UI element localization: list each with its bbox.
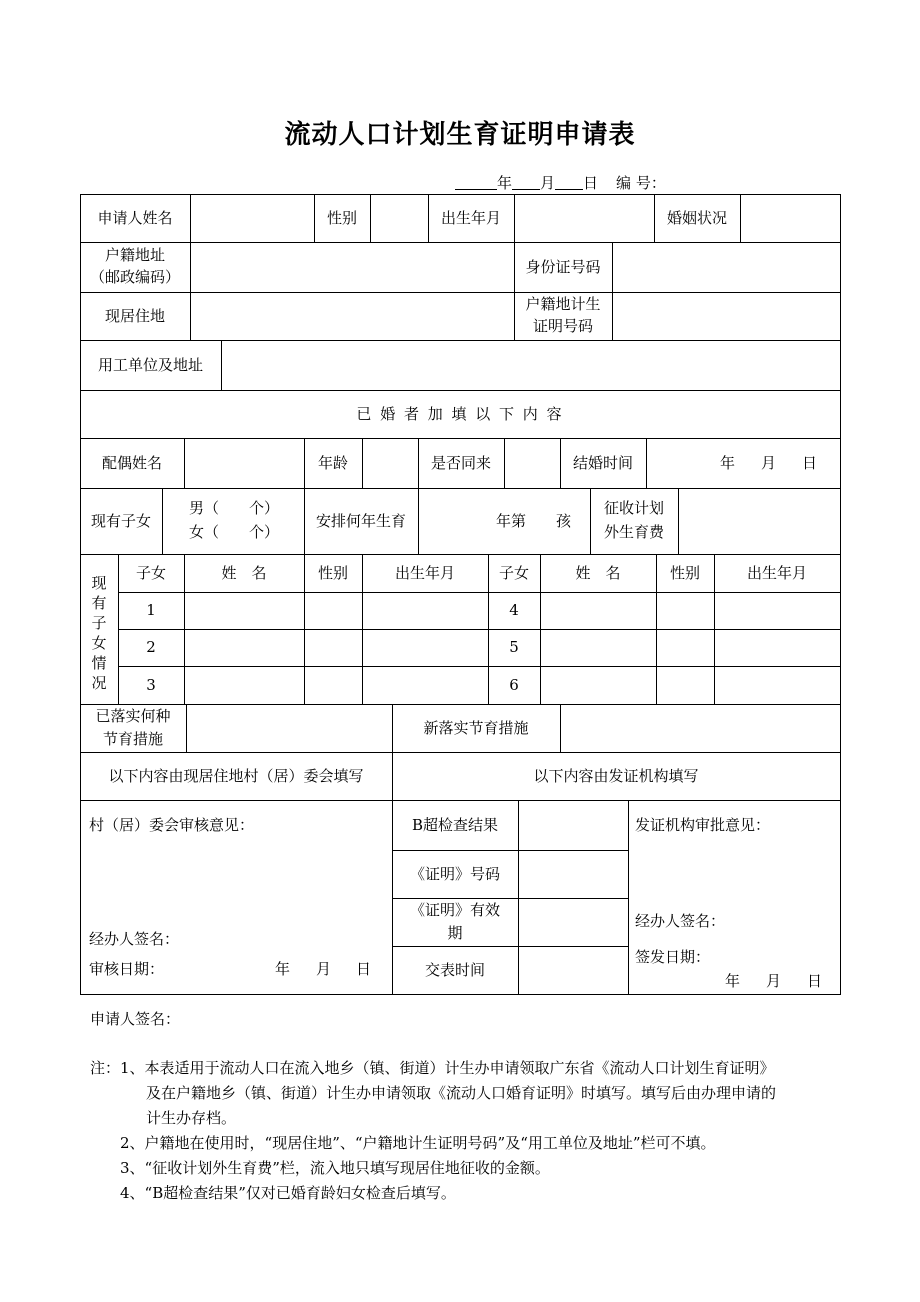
child-gender-input[interactable] xyxy=(305,593,362,629)
applicant-name-input[interactable] xyxy=(191,195,314,242)
birth-date-input[interactable] xyxy=(515,195,654,242)
month-blank[interactable] xyxy=(512,175,540,190)
cert-number-input[interactable] xyxy=(519,851,628,898)
handler-sign-label: 经办人签名： xyxy=(89,930,180,948)
cert-validity-label: 《证明》有效 期 xyxy=(409,901,500,942)
page-title: 流动人口计划生育证明申请表 xyxy=(284,120,636,150)
birth-date-label: 出生年月 xyxy=(440,208,501,227)
children-info-side-label: 现 有 子 女 情 况 xyxy=(91,574,107,692)
child-name-input[interactable] xyxy=(185,593,304,629)
child-row-number: 5 xyxy=(509,638,519,656)
id-number-label: 身份证号码 xyxy=(525,257,601,276)
child-name-input[interactable] xyxy=(541,667,656,704)
child-name-input[interactable] xyxy=(185,667,304,704)
marital-status-label: 婚姻状况 xyxy=(666,208,727,227)
applicant-signature-label: 申请人签名： xyxy=(90,1010,181,1028)
planned-fee-label: 征收计划 外生育费 xyxy=(603,499,664,541)
review-date-label: 审核日期： xyxy=(89,960,165,978)
hukou-cert-number-input[interactable] xyxy=(613,293,840,340)
together-input[interactable] xyxy=(505,439,560,488)
arranged-birth-input[interactable]: 年第 孩 xyxy=(496,512,572,530)
children-count-input[interactable] xyxy=(163,489,304,554)
implemented-measure-label: 已落实何种 节育措施 xyxy=(95,707,171,748)
date-number-line: 年 月 日 编 号： xyxy=(455,172,666,193)
arranged-birth-label: 安排何年生育 xyxy=(315,511,406,530)
child-gender-input[interactable] xyxy=(657,630,714,666)
col-header-name: 姓 名 xyxy=(221,563,267,582)
married-section-header: 已 婚 者 加 填 以 下 内 容 xyxy=(356,404,564,423)
b-ultrasound-input[interactable] xyxy=(519,801,628,850)
submit-time-input[interactable] xyxy=(519,947,628,994)
child-birth-input[interactable] xyxy=(363,667,488,704)
note-item: 3、“征收计划外生育费”栏，流入地只填写现居住地征收的金额。 xyxy=(120,1159,550,1177)
note-item: 计生办存档。 xyxy=(146,1109,237,1127)
day-blank[interactable] xyxy=(555,175,583,190)
village-opinion-box[interactable]: 村（居）委会审核意见： 经办人签名： 审核日期： 年 月 日 xyxy=(89,816,372,978)
child-birth-input[interactable] xyxy=(715,630,840,666)
child-row-number: 3 xyxy=(146,675,156,694)
hukou-address-label: 户籍地址 （邮政编码） xyxy=(89,246,180,286)
spouse-name-input[interactable] xyxy=(185,439,304,488)
age-input[interactable] xyxy=(363,439,418,488)
notes xyxy=(90,1056,776,1206)
age-label: 年龄 xyxy=(317,453,348,472)
planned-fee-input[interactable] xyxy=(679,489,840,554)
child-name-input[interactable] xyxy=(185,630,304,666)
id-number-input[interactable] xyxy=(613,243,840,292)
col-header-gender-2: 性别 xyxy=(669,563,700,582)
current-residence-input[interactable] xyxy=(191,293,514,340)
child-birth-input[interactable] xyxy=(363,593,488,629)
agency-opinion-box[interactable]: 发证机构审批意见： 经办人签名： 签发日期： 年 月 日 xyxy=(635,816,823,990)
col-header-birth: 出生年月 xyxy=(394,563,455,582)
gender-label: 性别 xyxy=(326,208,357,227)
village-opinion-label: 村（居）委会审核意见： xyxy=(89,816,255,834)
child-gender-input[interactable] xyxy=(305,630,362,666)
current-residence-label: 现居住地 xyxy=(104,306,165,325)
child-row-number: 1 xyxy=(146,601,156,619)
spouse-name-label: 配偶姓名 xyxy=(101,453,162,472)
marriage-date-input[interactable]: 年 月 日 xyxy=(720,454,818,472)
agency-handler-label: 经办人签名： xyxy=(635,912,726,930)
children-now-label: 现有子女 xyxy=(90,511,151,530)
agency-opinion-label: 发证机构审批意见： xyxy=(635,816,771,834)
together-label: 是否同来 xyxy=(430,453,491,472)
child-row-number: 2 xyxy=(146,638,156,656)
col-header-name-2: 姓 名 xyxy=(575,563,621,582)
cert-validity-input[interactable] xyxy=(519,899,628,946)
male-count: 男（ 个） xyxy=(189,499,280,517)
agency-fill-header: 以下内容由发证机构填写 xyxy=(533,766,699,785)
note-item: 注：1、本表适用于流动人口在流入地乡（镇、街道）计生办申请领取广东省《流动人口计划生育证明》 xyxy=(90,1059,775,1077)
gender-input[interactable] xyxy=(371,195,428,242)
employer-input[interactable] xyxy=(222,341,840,390)
child-birth-input[interactable] xyxy=(715,593,840,629)
village-fill-header: 以下内容由现居住地村（居）委会填写 xyxy=(108,766,364,785)
implemented-measure-input[interactable] xyxy=(187,705,392,752)
applicant-name-label: 申请人姓名 xyxy=(97,208,173,227)
child-gender-input[interactable] xyxy=(305,667,362,704)
marital-status-input[interactable] xyxy=(741,195,840,242)
col-header-child-2: 子女 xyxy=(498,563,529,582)
col-header-gender: 性别 xyxy=(317,563,348,582)
child-birth-input[interactable] xyxy=(363,630,488,666)
new-measure-label: 新落实节育措施 xyxy=(423,718,529,737)
child-birth-input[interactable] xyxy=(715,667,840,704)
note-item: 2、户籍地在使用时，“现居住地”、“户籍地计生证明号码”及“用工单位及地址”栏可不填。 xyxy=(120,1134,716,1152)
marriage-date-label: 结婚时间 xyxy=(572,453,633,472)
child-gender-input[interactable] xyxy=(657,667,714,704)
new-measure-input[interactable] xyxy=(561,705,840,752)
b-ultrasound-label: B超检查结果 xyxy=(411,815,499,834)
child-name-input[interactable] xyxy=(541,593,656,629)
employer-label: 用工单位及地址 xyxy=(97,355,203,374)
hukou-address-input[interactable] xyxy=(191,243,514,292)
col-header-birth-2: 出生年月 xyxy=(746,563,807,582)
number-label: 编 号： xyxy=(616,174,666,192)
year-blank[interactable] xyxy=(455,175,497,190)
child-name-input[interactable] xyxy=(541,630,656,666)
issue-date-label: 签发日期： xyxy=(635,948,711,966)
cert-number-label: 《证明》号码 xyxy=(409,864,500,883)
child-row-number: 4 xyxy=(509,601,519,619)
child-gender-input[interactable] xyxy=(657,593,714,629)
note-item: 及在户籍地乡（镇、街道）计生办申请领取《流动人口婚育证明》时填写。填写后由办理申请的 xyxy=(146,1084,777,1102)
note-item: 4、“B超检查结果”仅对已婚育龄妇女检查后填写。 xyxy=(120,1184,456,1202)
child-row-number: 6 xyxy=(509,675,519,694)
col-header-child: 子女 xyxy=(135,563,166,582)
hukou-cert-number-label: 户籍地计生 证明号码 xyxy=(525,295,601,335)
submit-time-label: 交表时间 xyxy=(424,960,485,979)
female-count: 女（ 个） xyxy=(189,523,280,541)
